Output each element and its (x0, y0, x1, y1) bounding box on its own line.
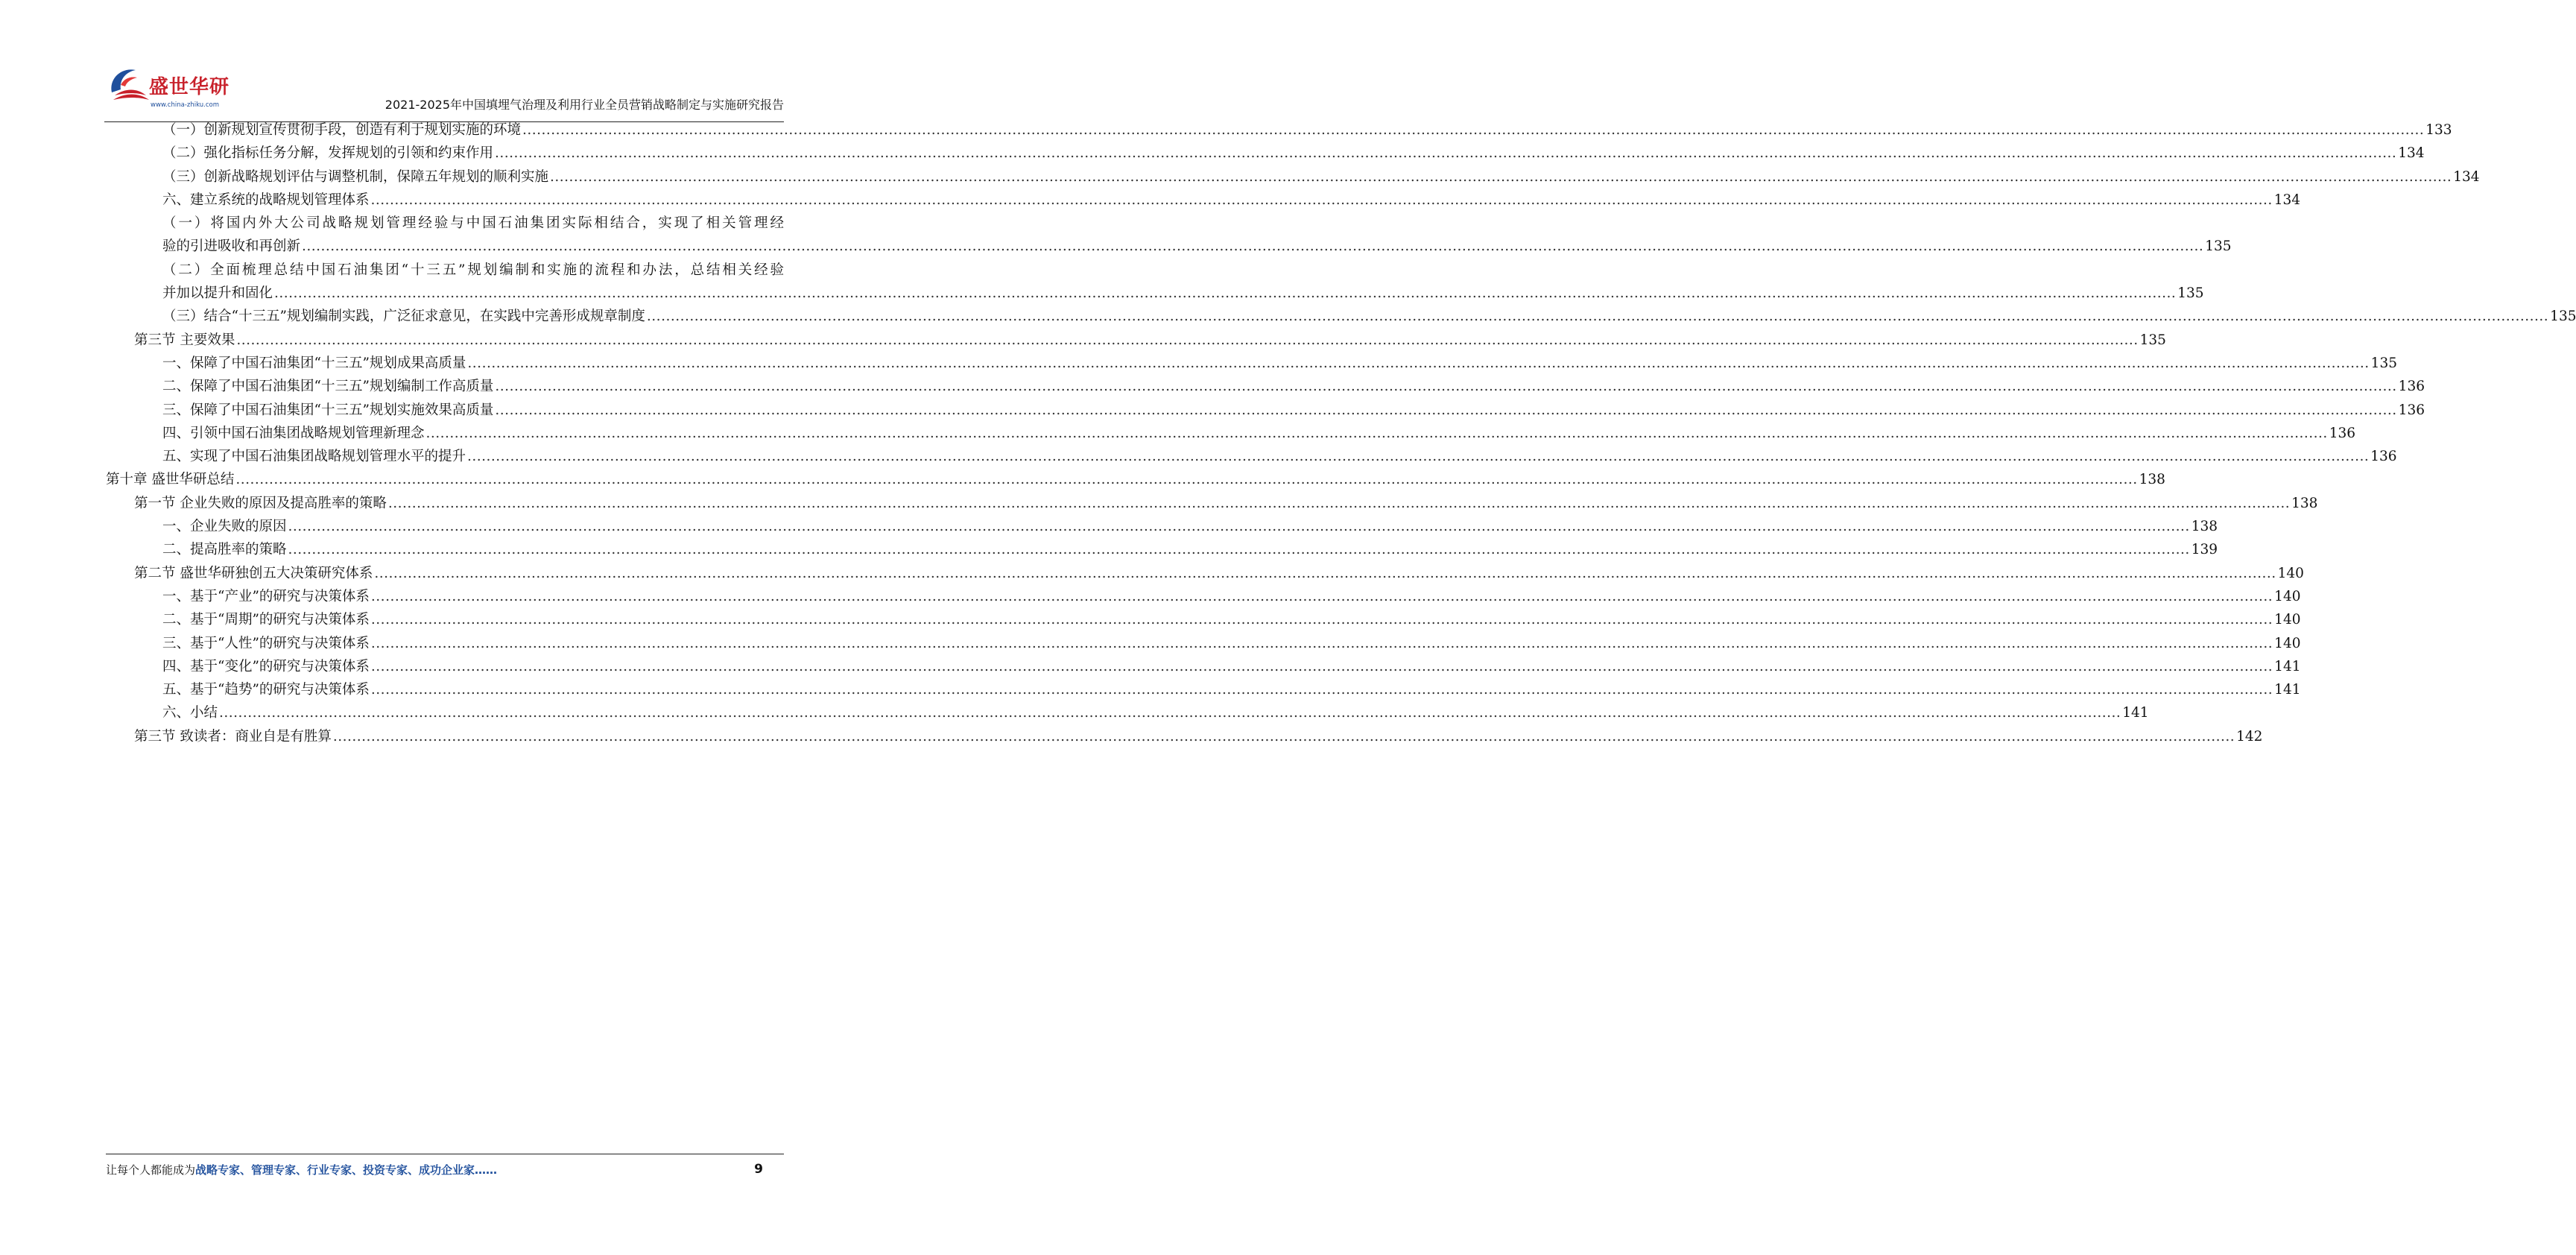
logo-emblem-icon (104, 63, 152, 110)
toc-entry[interactable] (106, 515, 2218, 538)
toc-entry-title: 四、基于“变化”的研究与决策体系 (162, 658, 370, 674)
toc-leader-dots: ................................................................................................................................................................................................................................................................................................................................................................................................................ (387, 495, 2291, 511)
page-number: 9 (754, 1162, 763, 1177)
toc-entry-title: 第十章 盛世华研总结 (106, 472, 235, 488)
toc-entry[interactable] (106, 538, 2218, 561)
toc-entry-page: 136 (2398, 402, 2425, 418)
company-logo (104, 63, 238, 115)
toc-entry-page: 134 (2398, 145, 2425, 162)
toc-entry[interactable] (106, 632, 2301, 655)
toc-entry-title: 二、基于“周期”的研究与决策体系 (162, 612, 370, 628)
toc-entry-title: （三）结合“十三五”规划编制实践，广泛征求意见，在实践中完善形成规章制度 (162, 309, 645, 325)
footer-slogan-roles: 战略专家、管理专家、行业专家、投资专家、成功企业家…… (195, 1163, 498, 1177)
toc-entry-title: 二、保障了中国石油集团“十三五”规划编制工作高质量 (162, 379, 494, 395)
toc-entry-page: 136 (2329, 425, 2356, 441)
toc-entry-title: 六、小结 (162, 705, 218, 721)
toc-entry-title: 第三节 致读者：商业自是有胜算 (134, 728, 332, 745)
logo-url: www.china-zhiku.com (151, 101, 219, 109)
toc-leader-dots: ................................................................................................................................................................................................................................................................................................................................................................................................................ (219, 705, 2121, 721)
toc-entry-page: 135 (2177, 285, 2204, 302)
toc-leader-dots: ................................................................................................................................................................................................................................................................................................................................................................................................................ (467, 449, 2370, 465)
toc-entry[interactable] (106, 259, 784, 282)
toc-entry-title: 一、保障了中国石油集团“十三五”规划成果高质量 (162, 355, 466, 371)
toc-entry-title: 一、企业失败的原因 (162, 519, 287, 535)
toc-leader-dots: ................................................................................................................................................................................................................................................................................................................................................................................................................ (374, 565, 2276, 581)
toc-entry[interactable] (106, 399, 2425, 422)
toc-leader-dots: ................................................................................................................................................................................................................................................................................................................................................................................................................ (646, 309, 2549, 325)
toc-entry-page: 140 (2274, 588, 2301, 604)
toc-entry-page: 140 (2274, 635, 2301, 651)
toc-leader-dots: ................................................................................................................................................................................................................................................................................................................................................................................................................ (235, 472, 2138, 488)
toc-entry-title: （三）创新战略规划评估与调整机制，保障五年规划的顺利实施 (162, 168, 549, 185)
toc-leader-dots: ................................................................................................................................................................................................................................................................................................................................................................................................................ (425, 425, 2328, 441)
toc-leader-dots: ................................................................................................................................................................................................................................................................................................................................................................................................................ (495, 145, 2397, 162)
toc-leader-dots: ................................................................................................................................................................................................................................................................................................................................................................................................................ (302, 238, 2204, 255)
footer-slogan-prefix: 让每个人都能成为 (106, 1163, 196, 1177)
toc-entry[interactable] (106, 305, 2576, 328)
toc-entry-page: 139 (2191, 542, 2218, 558)
toc-leader-dots: ................................................................................................................................................................................................................................................................................................................................................................................................................ (370, 658, 2273, 674)
toc-entry[interactable] (106, 142, 2425, 165)
toc-entry[interactable] (106, 422, 2356, 445)
toc-entry-title: 一、基于“产业”的研究与决策体系 (162, 588, 370, 604)
toc-leader-dots: ................................................................................................................................................................................................................................................................................................................................................................................................................ (288, 542, 2190, 558)
toc-entry-title: 二、提高胜率的策略 (162, 542, 287, 558)
toc-leader-dots: ................................................................................................................................................................................................................................................................................................................................................................................................................ (274, 285, 2177, 302)
toc-entry-title: 五、实现了中国石油集团战略规划管理水平的提升 (162, 449, 466, 465)
toc-entry-page: 138 (2291, 495, 2318, 511)
toc-entry[interactable] (106, 352, 2397, 375)
toc-leader-dots: ................................................................................................................................................................................................................................................................................................................................................................................................................ (370, 192, 2273, 208)
logo-name: 盛世华研 (149, 76, 230, 98)
toc-entry-page: 135 (2370, 355, 2397, 371)
toc-entry-page: 141 (2274, 682, 2301, 698)
toc-leader-dots: ................................................................................................................................................................................................................................................................................................................................................................................................................ (236, 332, 2139, 348)
toc-entry-page: 135 (2205, 238, 2232, 255)
toc-entry-title: 第三节 主要效果 (134, 332, 235, 348)
toc-leader-dots: ................................................................................................................................................................................................................................................................................................................................................................................................................ (370, 588, 2273, 604)
toc-entry-page: 136 (2398, 379, 2425, 395)
toc-entry[interactable] (106, 375, 2425, 398)
toc-entry-page: 140 (2277, 565, 2304, 581)
toc-leader-dots: ................................................................................................................................................................................................................................................................................................................................................................................................................ (370, 635, 2273, 651)
toc-leader-dots: ................................................................................................................................................................................................................................................................................................................................................................................................................ (288, 519, 2190, 535)
toc-leader-dots: ................................................................................................................................................................................................................................................................................................................................................................................................................ (467, 355, 2370, 371)
report-title: 2021-2025年中国填埋气治理及利用行业全员营销战略制定与实施研究报告 (384, 98, 784, 112)
toc-leader-dots: ................................................................................................................................................................................................................................................................................................................................................................................................................ (370, 612, 2273, 628)
table-of-contents (106, 118, 2576, 748)
toc-entry[interactable] (106, 655, 2301, 678)
toc-entry[interactable] (106, 165, 2480, 189)
toc-entry[interactable] (106, 329, 2166, 352)
toc-entry-title: 第二节 盛世华研独创五大决策研究体系 (134, 565, 373, 581)
toc-leader-dots: ................................................................................................................................................................................................................................................................................................................................................................................................................ (522, 122, 2425, 138)
toc-entry[interactable] (106, 725, 2263, 748)
toc-leader-dots: ................................................................................................................................................................................................................................................................................................................................................................................................................ (495, 402, 2397, 418)
toc-entry-title: 六、建立系统的战略规划管理体系 (162, 192, 370, 208)
toc-entry[interactable] (106, 212, 784, 235)
toc-entry[interactable] (106, 701, 2149, 724)
toc-entry-page: 136 (2370, 449, 2397, 465)
toc-entry[interactable] (106, 608, 2301, 631)
toc-entry-title: （二）全面梳理总结中国石油集团“十三五”规划编制和实施的流程和办法，总结相关经验 (162, 262, 784, 278)
toc-entry-page: 140 (2274, 612, 2301, 628)
toc-entry-title: 四、引领中国石油集团战略规划管理新理念 (162, 425, 425, 441)
toc-entry-title: 验的引进吸收和再创新 (162, 238, 301, 255)
toc-leader-dots: ................................................................................................................................................................................................................................................................................................................................................................................................................ (332, 728, 2235, 745)
toc-entry[interactable] (106, 585, 2301, 608)
toc-entry[interactable] (106, 562, 2304, 585)
toc-leader-dots: ................................................................................................................................................................................................................................................................................................................................................................................................................ (550, 168, 2452, 185)
toc-entry[interactable] (106, 678, 2301, 701)
toc-entry-page: 138 (2139, 472, 2165, 488)
toc-entry-title: 并加以提升和固化 (162, 285, 273, 302)
toc-entry[interactable] (106, 118, 2452, 142)
toc-leader-dots: ................................................................................................................................................................................................................................................................................................................................................................................................................ (370, 682, 2273, 698)
toc-entry-page: 135 (2550, 309, 2576, 325)
toc-entry-page: 133 (2425, 122, 2452, 138)
page-header (104, 58, 784, 122)
toc-entry-title: （一）创新规划宣传贯彻手段，创造有利于规划实施的环境 (162, 122, 522, 138)
toc-entry-page: 138 (2191, 519, 2218, 535)
toc-entry[interactable] (106, 235, 2232, 258)
toc-entry[interactable] (106, 282, 2204, 305)
toc-entry[interactable] (106, 492, 2318, 515)
toc-entry-title: 三、基于“人性”的研究与决策体系 (162, 635, 370, 651)
toc-entry[interactable] (106, 445, 2397, 468)
toc-entry-page: 135 (2139, 332, 2166, 348)
toc-entry-page: 134 (2453, 168, 2480, 185)
toc-entry-title: 三、保障了中国石油集团“十三五”规划实施效果高质量 (162, 402, 494, 418)
toc-entry-title: 五、基于“趋势”的研究与决策体系 (162, 682, 370, 698)
toc-entry-page: 134 (2273, 192, 2301, 208)
toc-leader-dots: ................................................................................................................................................................................................................................................................................................................................................................................................................ (495, 379, 2397, 395)
page-footer (106, 1162, 784, 1184)
toc-entry[interactable] (106, 189, 2301, 212)
toc-entry-title: 第一节 企业失败的原因及提高胜率的策略 (134, 495, 387, 511)
toc-entry-title: （二）强化指标任务分解，发挥规划的引领和约束作用 (162, 145, 494, 162)
toc-entry-title: （一）将国内外大公司战略规划管理经验与中国石油集团实际相结合，实现了相关管理经 (162, 215, 784, 232)
toc-entry-page: 141 (2122, 705, 2149, 721)
toc-entry[interactable] (106, 468, 2165, 491)
toc-entry-page: 142 (2236, 728, 2263, 745)
toc-entry-page: 141 (2274, 658, 2301, 674)
